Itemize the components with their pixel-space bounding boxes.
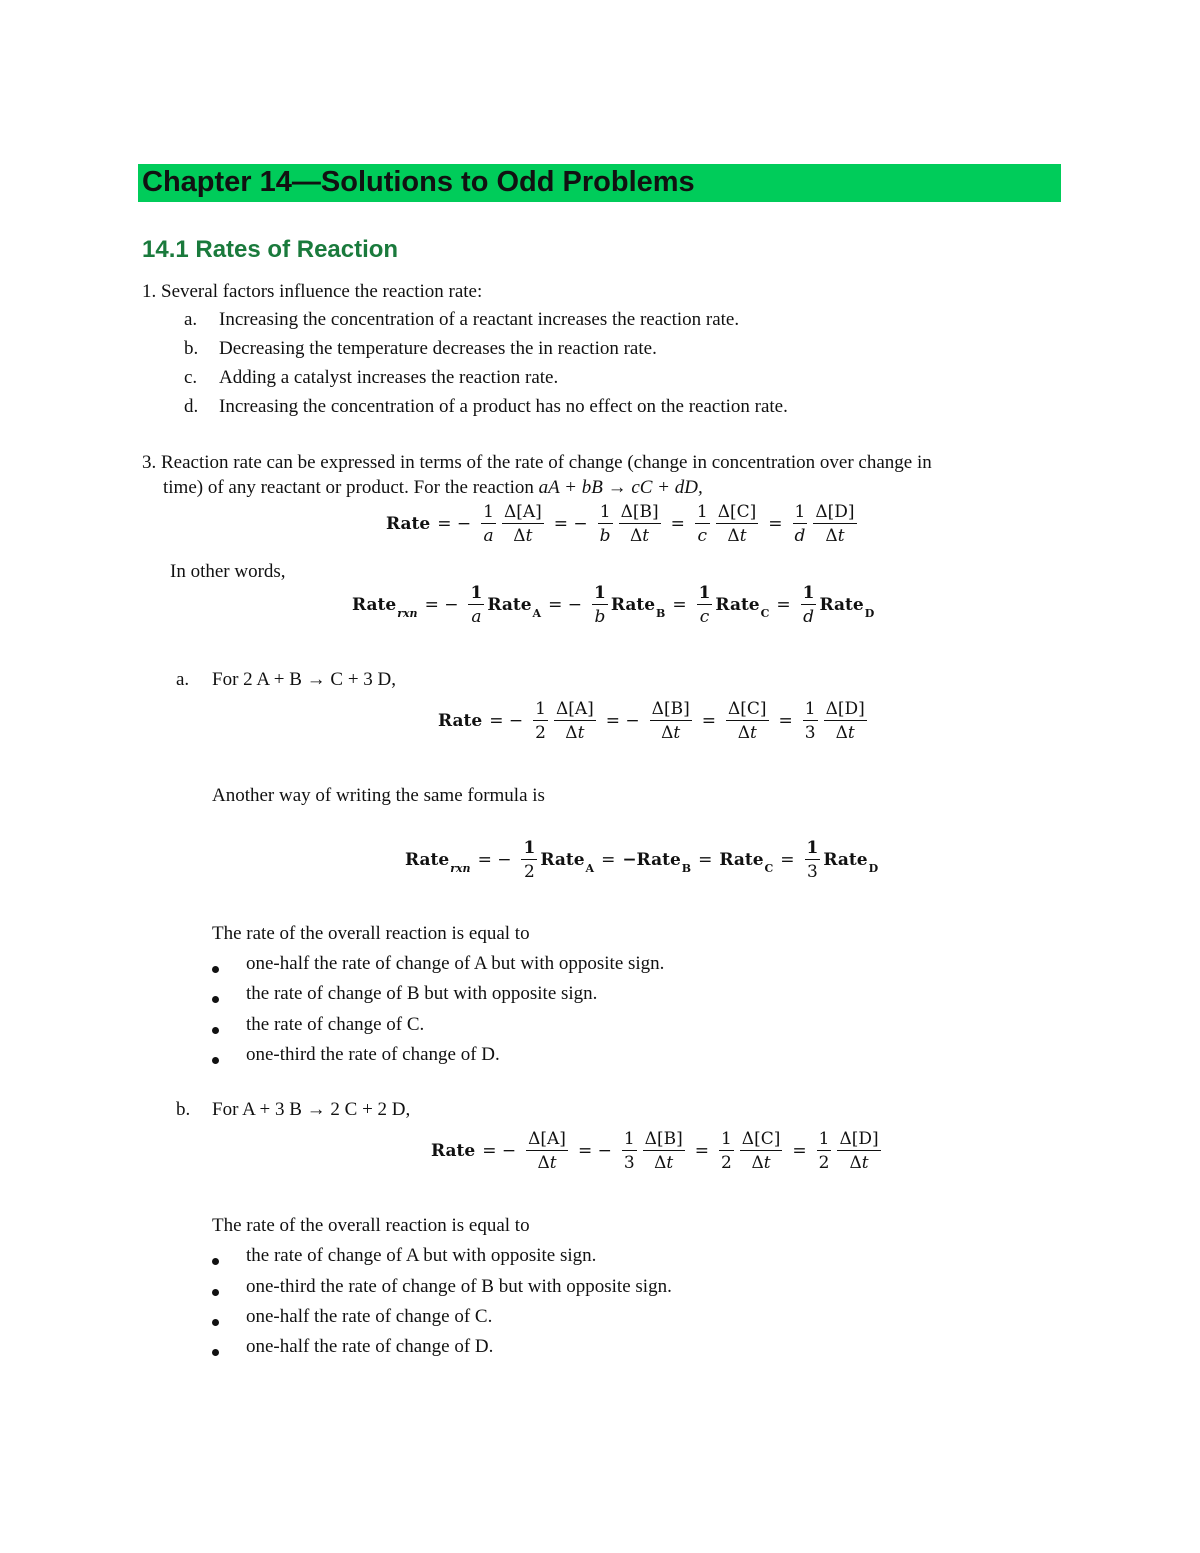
bullet-dot [212, 990, 219, 1008]
chapter-title: Chapter 14—Solutions to Odd Problems [142, 166, 695, 198]
bullet-dot [212, 1252, 219, 1270]
general-rate-equation: Rate = − $\frac{1}{a}$ $\frac{\Delta[A]}{\Delta t}$ = − $\frac{1}{b}$ $\frac{\Delta[B]}{\Delta t}$ = $\frac{1}{c}$ $\frac{\Delta[C]}{\Delta t}$ = $\frac{1}{d}$ $\frac{\Delta[D]}{\Delta t}$ [386, 502, 855, 547]
part-b-marker: b. [176, 1099, 191, 1120]
bullet-item: one-half the rate of change of A but with opposite sign. [246, 953, 665, 974]
rxn-subscript: rxn [397, 607, 418, 621]
rate-label: Rate [386, 514, 431, 535]
problem-3-intro: 3. Reaction rate can be expressed in terms of the rate of change (change in concentration over change in [142, 452, 932, 473]
list-item: Decreasing the temperature decreases the in reaction rate. [219, 338, 657, 359]
list-marker: b. [184, 338, 199, 359]
bullet-dot [212, 1283, 219, 1301]
bullet-item: one-half the rate of change of C. [246, 1306, 493, 1327]
rxn-rate-equation: Rate$_{rxn}$ = − $\frac{1}{a}$ Rate$_A$ = − $\frac{1}{b}$ Rate$_B$ = $\frac{1}{c}$ Rate$_C$ = $\frac{1}{d}$ Rate$_D$ [352, 583, 875, 628]
rate-label: Rate [352, 595, 397, 616]
part-a-marker: a. [176, 669, 190, 690]
bullet-item: the rate of change of B but with opposite sign. [246, 983, 598, 1004]
part-b-rate-equation: Rate = − $\frac{\Delta[A]}{\Delta t}$ = − $\frac{1}{3}$ $\frac{\Delta[B]}{\Delta t}$ = $\frac{1}{2}$ $\frac{\Delta[C]}{\Delta t}$ = $\frac{1}{2}$ $\frac{\Delta[D]}{\Delta t}$ [431, 1129, 879, 1174]
bullet-dot [212, 1313, 219, 1331]
part-a-overall-intro: The rate of the overall reaction is equal to [212, 923, 530, 944]
rxn-subscript: rxn [450, 862, 471, 876]
list-item: Increasing the concentration of a reactant increases the reaction rate. [219, 309, 740, 330]
bullet-item: the rate of change of A but with opposite sign. [246, 1245, 597, 1266]
bullet-dot [212, 1343, 219, 1361]
problem-3-intro-text: time) of any reactant or product. For the reaction [163, 477, 539, 498]
in-other-words: In other words, [170, 561, 286, 582]
bullet-item: one-half the rate of change of D. [246, 1336, 494, 1357]
general-reaction: aA + bB → cC + dD, [538, 477, 703, 498]
bullet-item: one-third the rate of change of D. [246, 1044, 500, 1065]
list-marker: a. [184, 309, 198, 330]
part-b-reaction: For A + 3 B → 2 C + 2 D, [212, 1099, 411, 1120]
bullet-dot [212, 1051, 219, 1069]
problem-3-intro-cont [163, 478, 703, 497]
bullet-item: the rate of change of C. [246, 1014, 425, 1035]
bullet-item: one-third the rate of change of B but with opposite sign. [246, 1276, 672, 1297]
part-a-rxn-rate-equation: Rate$_{rxn}$ = − $\frac{1}{2}$ Rate$_A$ = −Rate$_B$ = Rate$_C$ = $\frac{1}{3}$ Rate$_D$ [405, 838, 879, 883]
part-a-reaction: For 2 A + B → C + 3 D, [212, 669, 397, 690]
section-title: 14.1 Rates of Reaction [142, 236, 399, 263]
list-marker: c. [184, 367, 198, 388]
problem-1-intro: 1. Several factors influence the reaction rate: [142, 281, 483, 302]
rate-label: Rate [438, 711, 483, 732]
list-item: Increasing the concentration of a product has no effect on the reaction rate. [219, 396, 788, 417]
list-marker: d. [184, 396, 199, 417]
list-item: Adding a catalyst increases the reaction rate. [219, 367, 559, 388]
part-a-rate-equation: Rate = − $\frac{1}{2}$ $\frac{\Delta[A]}{\Delta t}$ = − $\frac{\Delta[B]}{\Delta t}$ = $\frac{\Delta[C]}{\Delta t}$ = $\frac{1}{3}$ $\frac{\Delta[D]}{\Delta t}$ [438, 699, 865, 744]
rate-label: Rate [431, 1141, 476, 1162]
rate-label: Rate [405, 850, 450, 871]
bullet-dot [212, 960, 219, 978]
part-a-another-way: Another way of writing the same formula is [212, 785, 545, 806]
part-b-overall-intro: The rate of the overall reaction is equal to [212, 1215, 530, 1236]
bullet-dot [212, 1021, 219, 1039]
